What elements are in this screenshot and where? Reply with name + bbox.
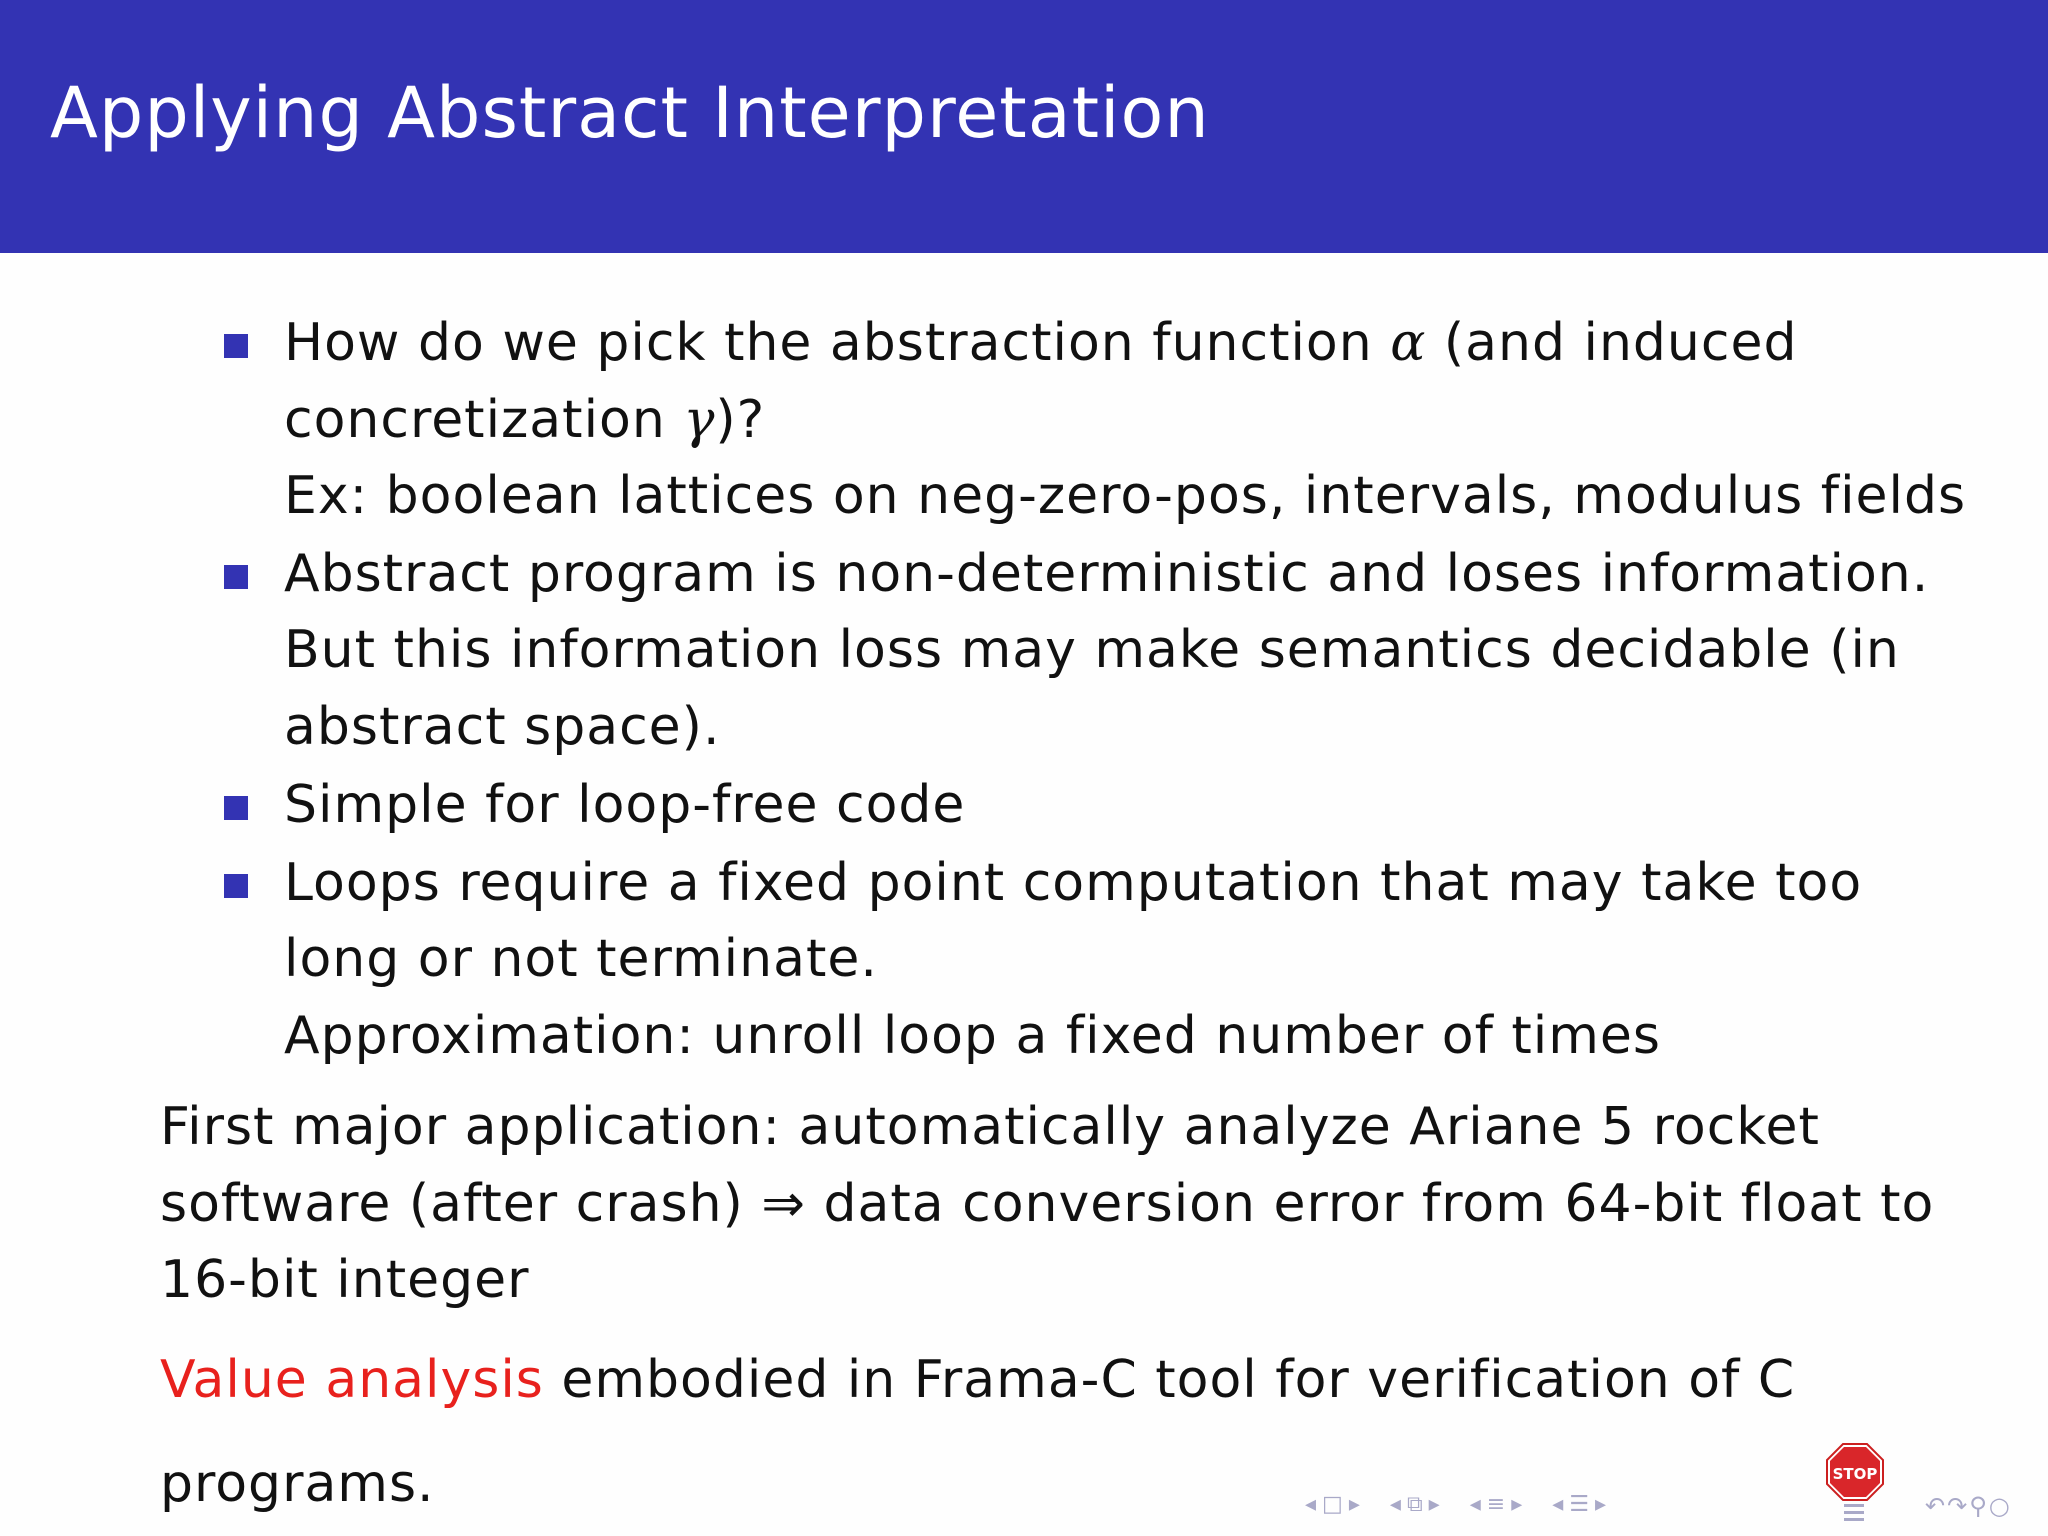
nav-next-document-icon[interactable]: ▸	[1595, 1491, 1607, 1517]
bullet-1-line-2	[284, 390, 765, 450]
bullet-4-line-2: long or not terminate.	[284, 929, 878, 989]
nav-next-subsection-icon[interactable]: ▸	[1428, 1491, 1440, 1517]
bullet-2-line-3: abstract space).	[284, 697, 721, 757]
nav-subsection-icon[interactable]: ⧉	[1406, 1491, 1423, 1517]
bullet-2-line-2: But this information loss may make semantics decidable (in	[284, 620, 1900, 680]
slide-title: Applying Abstract Interpretation	[50, 72, 1210, 154]
bullet-1-line-1	[284, 313, 1797, 373]
stop-label: STOP	[1832, 1465, 1878, 1483]
paragraph-2-line-1	[160, 1350, 1795, 1410]
bullet-4-line-3: Approximation: unroll loop a fixed number of times	[284, 1006, 1661, 1066]
stop-sign-icon[interactable]	[1825, 1442, 1885, 1502]
paragraph-1-line-3: 16-bit integer	[160, 1250, 530, 1310]
value-analysis-highlight: Value analysis	[160, 1350, 544, 1410]
paragraph-2-line-2: programs.	[160, 1454, 435, 1514]
text: How do we pick the abstraction function	[284, 313, 1391, 373]
bullet-marker	[224, 334, 248, 358]
nav-prev-subsection-icon[interactable]: ◂	[1389, 1491, 1401, 1517]
bullet-2-line-1: Abstract program is non-deterministic and loses information.	[284, 544, 1930, 604]
nav-section-icon[interactable]: ≡	[1486, 1491, 1506, 1517]
text: Ex: boolean lattices on neg-zero-pos, intervals, modulus fields	[284, 466, 1967, 526]
paragraph-1-line-2: software (after crash) ⇒ data conversion error from 64-bit float to	[160, 1174, 1935, 1234]
bullet-1-line-3	[284, 466, 1966, 526]
nav-next-section-icon[interactable]: ▸	[1511, 1491, 1523, 1517]
nav-prev-document-icon[interactable]: ◂	[1552, 1491, 1564, 1517]
bullet-marker	[224, 565, 248, 589]
stop-base-icon	[1836, 1502, 1872, 1522]
paragraph-1-line-1: First major application: automatically analyze Ariane 5 rocket	[160, 1097, 1820, 1157]
undo-icon[interactable]: ↶	[1925, 1492, 1948, 1520]
text: embodied in Frama-C tool for verification of C	[543, 1350, 1796, 1410]
nav-slide-frame-icon[interactable]: □	[1322, 1491, 1343, 1517]
bullet-3-line-1: Simple for loop-free code	[284, 775, 966, 835]
bullet-marker	[224, 874, 248, 898]
text: )?	[715, 390, 766, 450]
beamer-navigation-bar	[1305, 1490, 1775, 1518]
nav-next-slide-icon[interactable]: ▸	[1348, 1491, 1360, 1517]
redo-icon[interactable]: ↷	[1947, 1492, 1970, 1520]
bullet-4-line-1: Loops require a fixed point computation that may take too	[284, 853, 1863, 913]
fit-icon[interactable]: ○	[1988, 1492, 2012, 1520]
nav-prev-section-icon[interactable]: ◂	[1469, 1491, 1481, 1517]
search-controls	[1925, 1492, 2035, 1518]
search-icon[interactable]: ⚲	[1969, 1492, 1989, 1520]
gamma-symbol: γ	[683, 390, 716, 450]
nav-document-icon[interactable]: ☰	[1569, 1491, 1590, 1517]
bullet-marker	[224, 796, 248, 820]
text: (and induced	[1426, 313, 1798, 373]
alpha-symbol: α	[1390, 313, 1427, 373]
nav-prev-slide-icon[interactable]: ◂	[1305, 1491, 1317, 1517]
text: concretization	[284, 390, 684, 450]
